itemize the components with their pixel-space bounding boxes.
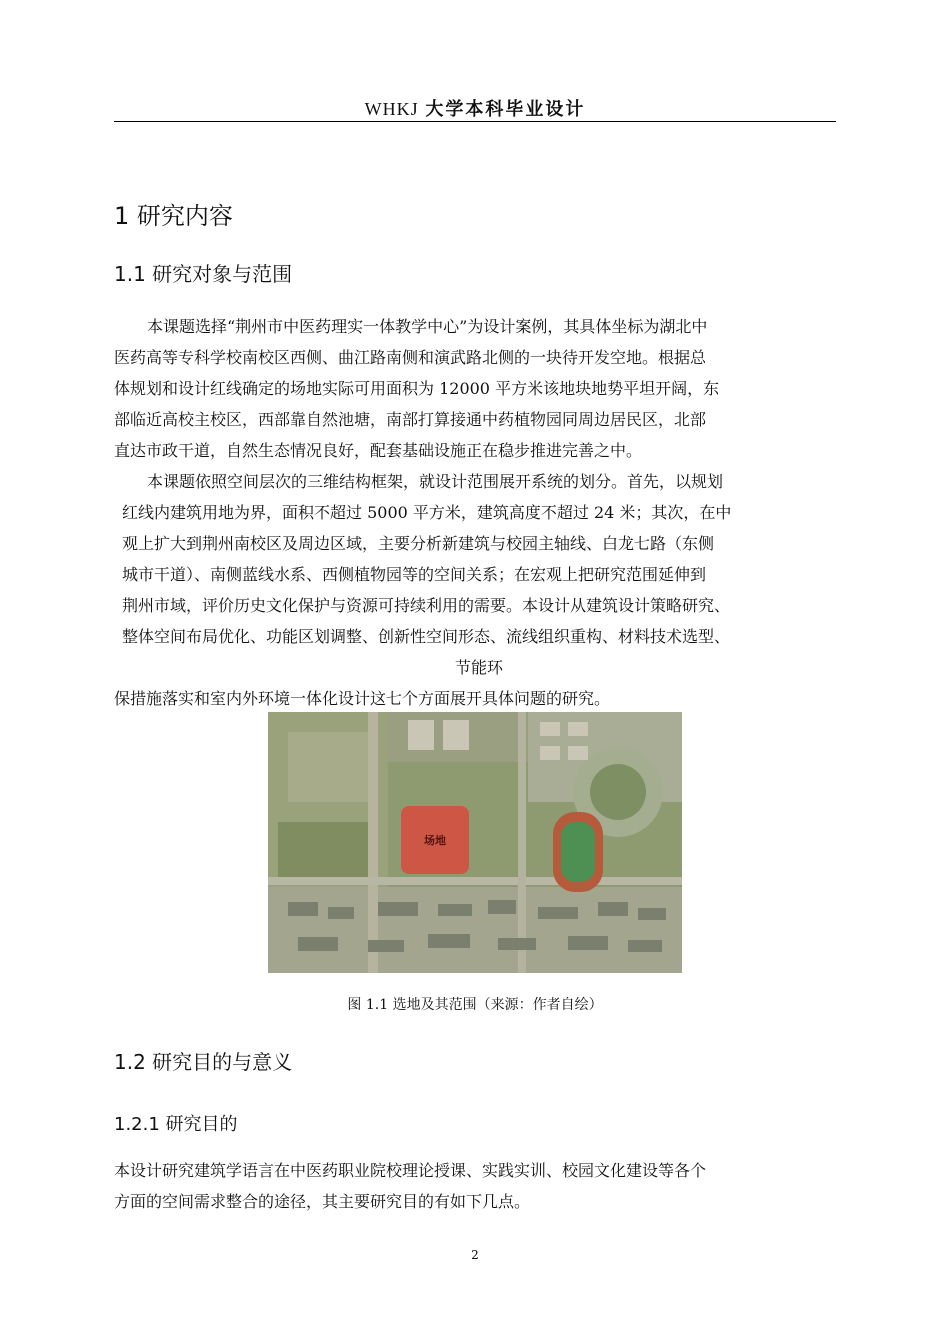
paragraph-research-object <box>114 311 836 466</box>
paragraph-line: 体规划和设计红线确定的场地实际可用面积为 12000 平方米该地块地势平坦开阔，东 <box>114 379 720 398</box>
chapter-heading: 1 研究内容 <box>114 202 233 230</box>
paragraph-line: 医药高等专科学校南校区西侧、曲江路南侧和演武路北侧的一块待开发空地。根据总 <box>114 348 707 367</box>
paragraph-line: 直达市政干道，自然生态情况良好，配套基础设施正在稳步推进完善之中。 <box>114 441 643 460</box>
paragraph-line: 部临近高校主校区，西部靠自然池塘，南部打算接通中药植物园同周边居民区，北部 <box>114 410 707 429</box>
paragraph-line: 方面的空间需求整合的途径，其主要研究目的有如下几点。 <box>114 1192 531 1211</box>
paragraph-line: 保措施落实和室内外环境一体化设计这七个方面展开具体问题的研究。 <box>114 689 611 708</box>
paragraph-research-scope <box>114 466 844 714</box>
aerial-map-graphic <box>268 712 682 973</box>
subsection-heading-1-2-1: 1.2.1 研究目的 <box>114 1114 238 1135</box>
paragraph-research-purpose <box>114 1155 836 1217</box>
site-aerial-map <box>268 712 682 973</box>
paragraph-line: 本课题依照空间层次的三维结构框架，就设计范围展开系统的划分。首先，以规划 <box>147 472 724 491</box>
paragraph-line: 城市干道）、南侧蓝线水系、西侧植物园等的空间关系；在宏观上把研究范围延伸到 <box>122 565 707 584</box>
site-label: 场地 <box>424 834 446 847</box>
paragraph-line: 红线内建筑用地为界，面积不超过 5000 平方米，建筑高度不超过 24 米；其次，在中 <box>122 503 732 522</box>
paragraph-line: 整体空间布局优化、功能区划调整、创新性空间形态、流线组织重构、材料技术选型、 <box>122 627 731 646</box>
paragraph-line: 本设计研究建筑学语言在中医药职业院校理论授课、实践实训、校园文化建设等各个 <box>114 1161 707 1180</box>
header-latin: WHKJ <box>364 99 419 119</box>
paragraph-line: 本课题选择“荆州市中医药理实一体教学中心”为设计案例，其具体坐标为湖北中 <box>147 317 708 336</box>
page-number: 2 <box>471 1248 479 1262</box>
figure-caption: 图 1.1 选地及其范围（来源：作者自绘） <box>347 997 603 1013</box>
paragraph-line: 观上扩大到荆州南校区及周边区域，主要分析新建筑与校园主轴线、白龙七路（东侧 <box>122 534 715 553</box>
section-heading-1-1: 1.1 研究对象与范围 <box>114 262 293 286</box>
paragraph-line: 节能环 <box>454 658 503 677</box>
header-title: 大学本科毕业设计 <box>425 99 586 120</box>
page-header <box>114 95 836 122</box>
section-heading-1-2: 1.2 研究目的与意义 <box>114 1050 293 1074</box>
paragraph-line: 荆州市域，评价历史文化保护与资源可持续利用的需要。本设计从建筑设计策略研究、 <box>122 596 731 615</box>
